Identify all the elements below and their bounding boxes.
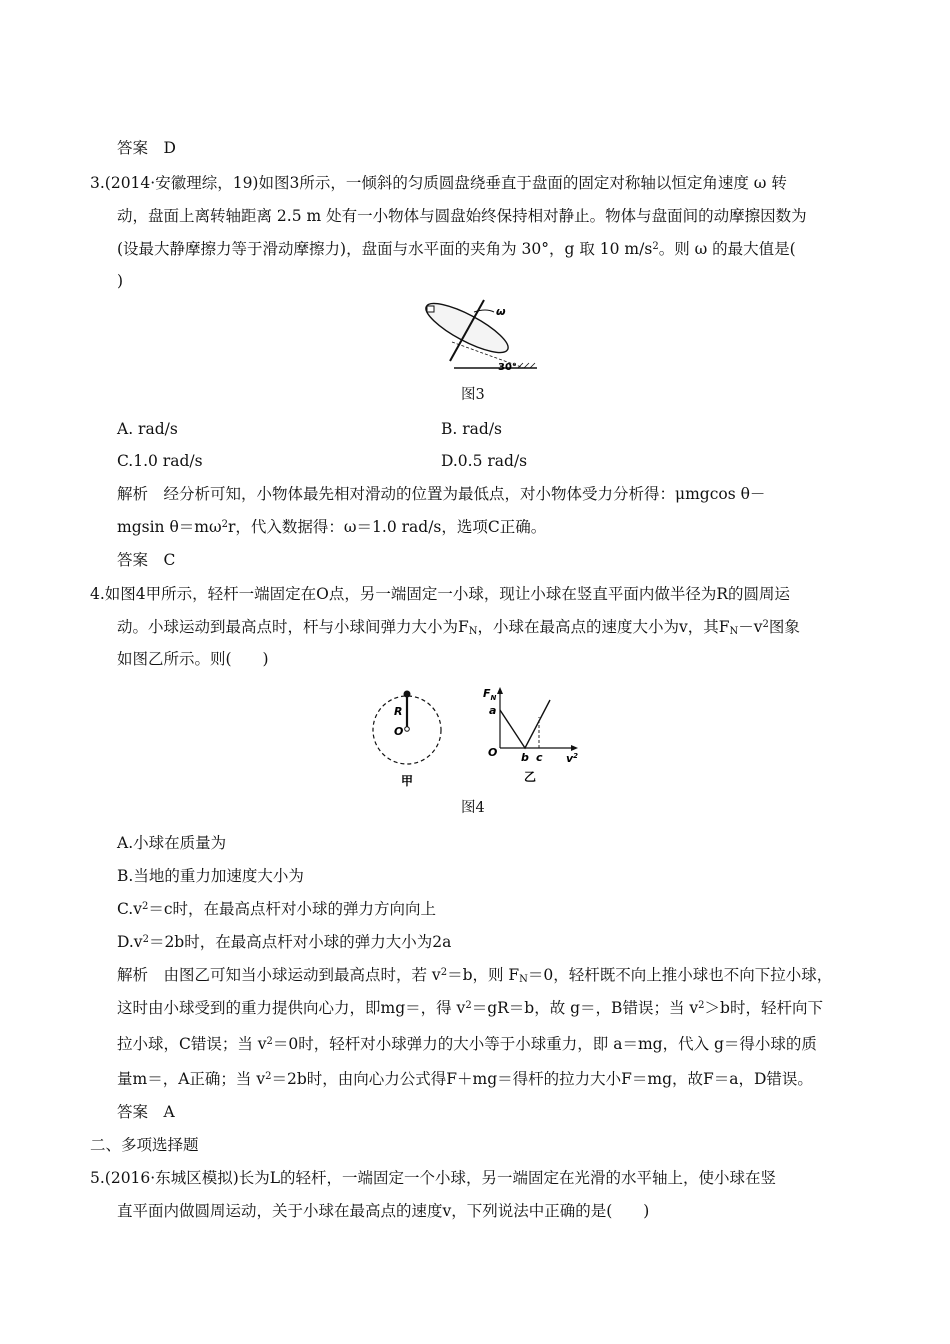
q4-stem-line-2: 动。小球运动到最高点时，杆与小球间弹力大小为$F_N$，小球在最高点的速度大小为v，其$F_N-v^2$图象 xyxy=(117,618,800,637)
q3-stem-line-1: 3.(2014·安徽理综，19)如图3所示，一倾斜的匀质圆盘绕垂直于盘面的固定对称轴以恒定角速度 ω 转 xyxy=(90,174,787,192)
q4-analysis-line-2: 这时由小球受到的重力提供向心力，即mg＝，得 $v^2=gR=b$，故 g＝，B错误；当 $v^2>b$时，轻杆向下 xyxy=(117,999,823,1017)
c-label: c xyxy=(536,751,543,764)
q3-stem-line-2: 动，盘面上离转轴距离 2.5 m 处有一小物体与圆盘始终保持相对静止。物体与盘面间的动摩擦因数为 xyxy=(117,207,807,225)
origin-label: O xyxy=(488,746,498,759)
q2-answer: 答案 D xyxy=(117,139,176,157)
ball xyxy=(404,691,411,698)
q4-option-b: B.当地的重力加速度大小为 xyxy=(117,867,304,885)
q4-option-c: $C.v^2=c$时，在最高点杆对小球的弹力方向向上 xyxy=(117,900,437,918)
q3-analysis-line-1: 解析 经分析可知，小物体最先相对滑动的位置为最低点，对小物体受力分析得：μmgcos θ－ xyxy=(117,485,766,503)
q4-stem-line-1: 4.如图4甲所示，轻杆一端固定在O点，另一端固定一小球，现让小球在竖直平面内做半径为R的圆周运 xyxy=(90,585,791,603)
q3-option-d: D.0.5 rad/s xyxy=(441,452,528,470)
q4-analysis-line-4: 量m＝，A正确；当 $v^2=2b$时，由向心力公式得F＋mg＝得杆的拉力大小F＝mg，故F＝a，D错误。 xyxy=(117,1070,813,1088)
b-label: b xyxy=(521,751,529,764)
q4-figure-jia xyxy=(365,685,455,790)
q4-analysis-line-3: 拉小球，C错误；当 $v^2=0$时，轻杆对小球弹力的大小等于小球重力，即 a＝mg，代入 g＝得小球的质 xyxy=(117,1035,817,1053)
q4-analysis-line-1: 解析 由图乙可知当小球运动到最高点时，若 $v^2=b$，则 $F_N=0$，轻杆既不向上推小球也不向下拉小球， xyxy=(117,966,833,985)
q4-figure-caption: 图4 xyxy=(461,800,485,816)
ground-hatch xyxy=(518,363,535,368)
q4-option-a: A.小球在质量为 xyxy=(117,834,227,852)
pivot-point xyxy=(405,727,410,732)
q3-stem-line-4: ) xyxy=(117,272,124,290)
q3-answer: 答案 C xyxy=(117,551,176,569)
angle-label: 30° xyxy=(498,362,517,373)
q5-stem-line-2: 直平面内做圆周运动，关于小球在最高点的速度v，下列说法中正确的是( ) xyxy=(117,1202,650,1220)
fn-v2-graph xyxy=(500,700,550,748)
q4-figure-yi xyxy=(480,685,585,790)
q4-option-d: $D.v^2=2b$时，在最高点杆对小球的弹力大小为2a xyxy=(117,933,452,951)
omega-label: ω xyxy=(496,305,506,318)
q4-stem-line-3: 如图乙所示。则( ) xyxy=(117,650,269,668)
q3-option-a: A. rad/s xyxy=(117,420,178,438)
q3-stem-line-3: (设最大静摩擦力等于滑动摩擦力)，盘面与水平面的夹角为 30°，g 取 10 $m/s^2$。则 ω 的最大值是( xyxy=(117,240,796,258)
yi-caption: 乙 xyxy=(524,770,537,784)
a-label: a xyxy=(489,704,497,717)
q4-answer: 答案 A xyxy=(117,1103,175,1121)
section-heading: 二、多项选择题 xyxy=(90,1136,199,1154)
q3-disk-figure xyxy=(412,298,552,376)
pivot-label: O xyxy=(394,725,404,738)
jia-caption: 甲 xyxy=(401,774,414,788)
q3-figure-caption: 图3 xyxy=(461,387,485,403)
radius-label: R xyxy=(394,705,403,718)
fn-axis-label: $F_N$ xyxy=(483,687,497,702)
v2-axis-label: $v^2$ xyxy=(566,752,579,765)
small-object xyxy=(427,306,434,312)
q3-option-c: C.1.0 rad/s xyxy=(117,452,203,470)
q3-analysis-line-2: mgsin $\theta=m\omega^2r$，代入数据得：ω＝1.0 rad/s，选项C正确。 xyxy=(117,518,547,536)
q5-stem-line-1: 5.(2016·东城区模拟)长为L的轻杆，一端固定一个小球，另一端固定在光滑的水平轴上，使小球在竖 xyxy=(90,1169,777,1187)
q3-option-b: B. rad/s xyxy=(441,420,502,438)
